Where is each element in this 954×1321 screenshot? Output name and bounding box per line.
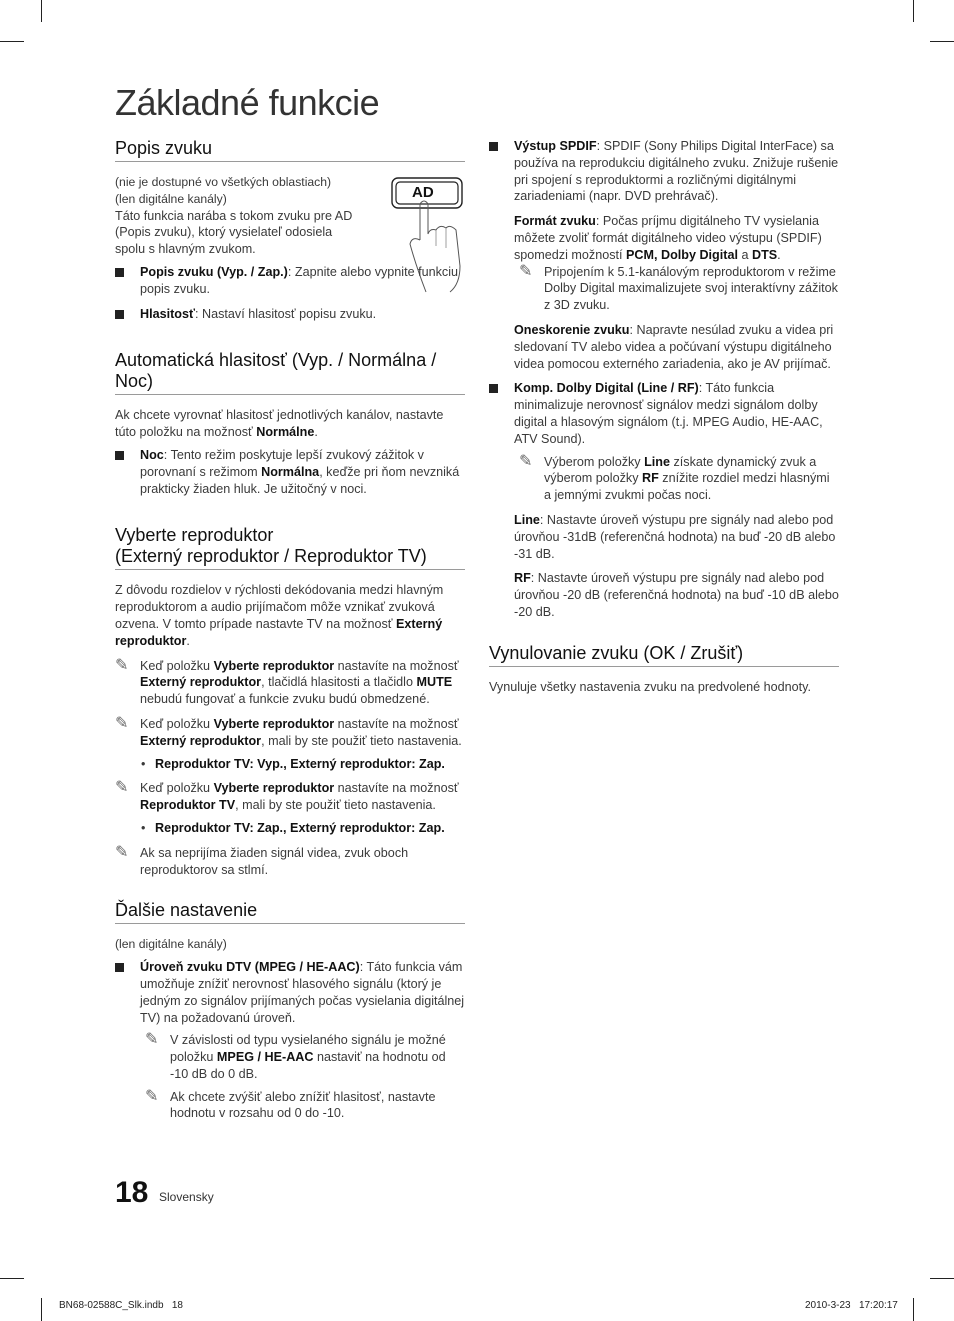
list-item: Popis zvuku (Vyp. / Zap.): Zapnite alebo vypnite funkciu popis zvuku. bbox=[115, 264, 465, 298]
page-number: 18 bbox=[115, 1176, 149, 1209]
ad-button-label: AD bbox=[412, 184, 434, 201]
pencil-note-icon: ✎ bbox=[519, 260, 533, 280]
section-intro: Táto funkcia narába s tokom zvuku pre AD (Popis zvuku), ktorý vysielateľ odosiela spolu s hlavným zvukom. bbox=[115, 208, 353, 257]
pencil-note-icon: ✎ bbox=[115, 712, 129, 732]
pencil-note-icon: ✎ bbox=[145, 1085, 159, 1105]
section-auto-volume bbox=[115, 350, 465, 497]
crop-mark bbox=[913, 0, 914, 22]
pencil-note-icon: ✎ bbox=[115, 654, 129, 674]
crop-mark bbox=[0, 41, 24, 42]
sub-setting: Line: Nastavte úroveň výstupu pre signály nad alebo pod úrovňou -31dB (referenčná hodnota) na buď -20 dB alebo -31 dB. bbox=[514, 512, 836, 561]
note-item: ✎ Ak sa neprijíma žiaden signál videa, zvuk oboch reproduktorov sa stlmí. bbox=[115, 841, 409, 877]
square-bullet-icon bbox=[115, 451, 124, 460]
sub-setting: RF: Nastavte úroveň výstupu pre signály nad alebo pod úrovňou -20 dB (referenčná hodnota) na buď -10 dB alebo -20 dB. bbox=[514, 571, 839, 619]
note-item: ✎ Keď položku Vyberte reproduktor nastavíte na možnosť Reproduktor TV, mali by ste použiť tieto nastavenia. bbox=[115, 777, 459, 813]
list-item: Komp. Dolby Digital (Line / RF): Táto funkcia minimalizuje nerovnosť signálov medzi signálom dolby digital a hlasovým signálom (t.j. MPEG Audio, HE-AAC, ATV Sound). bbox=[489, 380, 839, 447]
section-dolby bbox=[489, 380, 839, 620]
crop-mark bbox=[0, 1278, 24, 1279]
print-info-file: BN68-02588C_Slk.indb 18 bbox=[59, 1300, 183, 1311]
sub-setting: Oneskorenie zvuku: Napravte nesúlad zvuku a videa pri sledovaní TV alebo videa a počúvaní výstupu digitálneho videa pomocou externého zariadenia, ako je AV prijímač. bbox=[514, 322, 834, 371]
square-bullet-icon bbox=[489, 384, 498, 393]
note-item: ✎ Pripojením k 5.1-kanálovým reproduktorom v režime Dolby Digital maximalizujete svoj interaktívny zážitok z 3D zvuku. bbox=[519, 260, 838, 313]
section-audio-description bbox=[115, 138, 465, 322]
sub-setting: Formát zvuku: Počas príjmu digitálneho TV vysielania môžete zvoliť formát digitálneho video výstupu (SPDIF) spomedzi možností PCM, Dolby Digital a DTS. bbox=[514, 214, 822, 262]
section-heading: Popis zvuku bbox=[115, 138, 465, 162]
crop-mark bbox=[913, 1298, 914, 1321]
section-intro: Z dôvodu rozdielov v rýchlosti dekódovania medzi hlavným reproduktorom a audio prijímačom môže vznikať zvuková ozvena. V tomto prípade nastavte TV na možnosť Externý reproduktor. bbox=[115, 583, 444, 648]
section-heading: Vynulovanie zvuku (OK / Zrušiť) bbox=[489, 643, 839, 667]
settings-bullet: • Reproduktor TV: Vyp., Externý reproduktor: Zap. bbox=[115, 756, 465, 773]
section-additional-settings bbox=[115, 900, 465, 1122]
availability-note: (nie je dostupné vo všetkých oblastiach) bbox=[115, 175, 332, 189]
left-column bbox=[115, 138, 465, 1122]
list-item: Výstup SPDIF: SPDIF (Sony Philips Digital InterFace) sa používa na reprodukciu digitálneho zvuku. Znižuje rušenie pri spojení s reproduktormi a rozličnými digitálnymi zariadeniami (napr. DVD prehrávač). bbox=[489, 138, 839, 205]
print-info-date: 2010-3-23 17:20:17 bbox=[805, 1300, 898, 1311]
channel-note: (len digitálne kanály) bbox=[115, 937, 227, 952]
language-label: Slovensky bbox=[159, 1190, 214, 1204]
crop-mark bbox=[930, 1278, 954, 1279]
section-intro: Ak chcete vyrovnať hlasitosť jednotlivých kanálov, nastavte túto položku na možnosť Normálne. bbox=[115, 408, 444, 440]
pencil-note-icon: ✎ bbox=[115, 841, 129, 861]
right-column bbox=[489, 138, 839, 696]
crop-mark bbox=[41, 1298, 42, 1321]
section-sound-reset bbox=[489, 643, 839, 696]
square-bullet-icon bbox=[489, 142, 498, 151]
note-item: ✎ Keď položku Vyberte reproduktor nastavíte na možnosť Externý reproduktor, mali by ste použiť tieto nastavenia. bbox=[115, 712, 462, 748]
channel-note: (len digitálne kanály) bbox=[115, 191, 227, 206]
pencil-note-icon: ✎ bbox=[145, 1029, 159, 1049]
section-heading: Automatická hlasitosť (Vyp. / Normálna / Noc) bbox=[115, 350, 465, 395]
square-bullet-icon bbox=[115, 310, 124, 319]
section-heading: Vyberte reproduktor (Externý reproduktor / Reproduktor TV) bbox=[115, 525, 465, 570]
section-spdif bbox=[489, 138, 839, 372]
section-intro: Vynuluje všetky nastavenia zvuku na predvolené hodnoty. bbox=[489, 679, 812, 694]
pencil-note-icon: ✎ bbox=[115, 777, 129, 797]
list-item: Noc: Tento režim poskytuje lepší zvukový zážitok v porovnaní s režimom Normálna, keďže pri ňom nevzniká prakticky žiaden hluk. Je užitočný v noci. bbox=[115, 447, 465, 497]
section-speaker-select bbox=[115, 525, 465, 878]
list-item: Úroveň zvuku DTV (MPEG / HE-AAC): Táto funkcia vám umožňuje znížiť nerovnosť hlasového signálu (ktorý je jedným zo signálov prijímaných počas vysielania digitálnej TV) na požadovanú úroveň. bbox=[115, 959, 465, 1026]
square-bullet-icon bbox=[115, 268, 124, 277]
note-item: ✎ Keď položku Vyberte reproduktor nastavíte na možnosť Externý reproduktor, tlačidlá hlasitosti a tlačidlo MUTE nebudú fungovať a funkcie zvuku budú obmedzené. bbox=[115, 654, 459, 707]
settings-bullet: • Reproduktor TV: Zap., Externý reproduktor: Zap. bbox=[115, 820, 465, 837]
list-item: Hlasitosť: Nastaví hlasitosť popisu zvuku. bbox=[115, 306, 465, 323]
pencil-note-icon: ✎ bbox=[519, 450, 533, 470]
section-heading: Ďalšie nastavenie bbox=[115, 900, 465, 924]
crop-mark bbox=[930, 41, 954, 42]
note-item: ✎ V závislosti od typu vysielaného signálu je možné položku MPEG / HE-AAC nastaviť na hodnotu od -10 dB do 0 dB. bbox=[145, 1029, 446, 1081]
note-item: ✎ Výberom položky Line získate dynamický zvuk a výberom položky RF znížite rozdiel medzi hlasnými a jemnými zvukmi počas noci. bbox=[519, 450, 830, 503]
square-bullet-icon bbox=[115, 963, 124, 972]
crop-mark bbox=[41, 0, 42, 22]
page-title: Základné funkcie bbox=[115, 82, 380, 123]
note-item: ✎ Ak chcete zvýšiť alebo znížiť hlasitosť, nastavte hodnotu v rozsahu od 0 do -10. bbox=[145, 1085, 436, 1121]
